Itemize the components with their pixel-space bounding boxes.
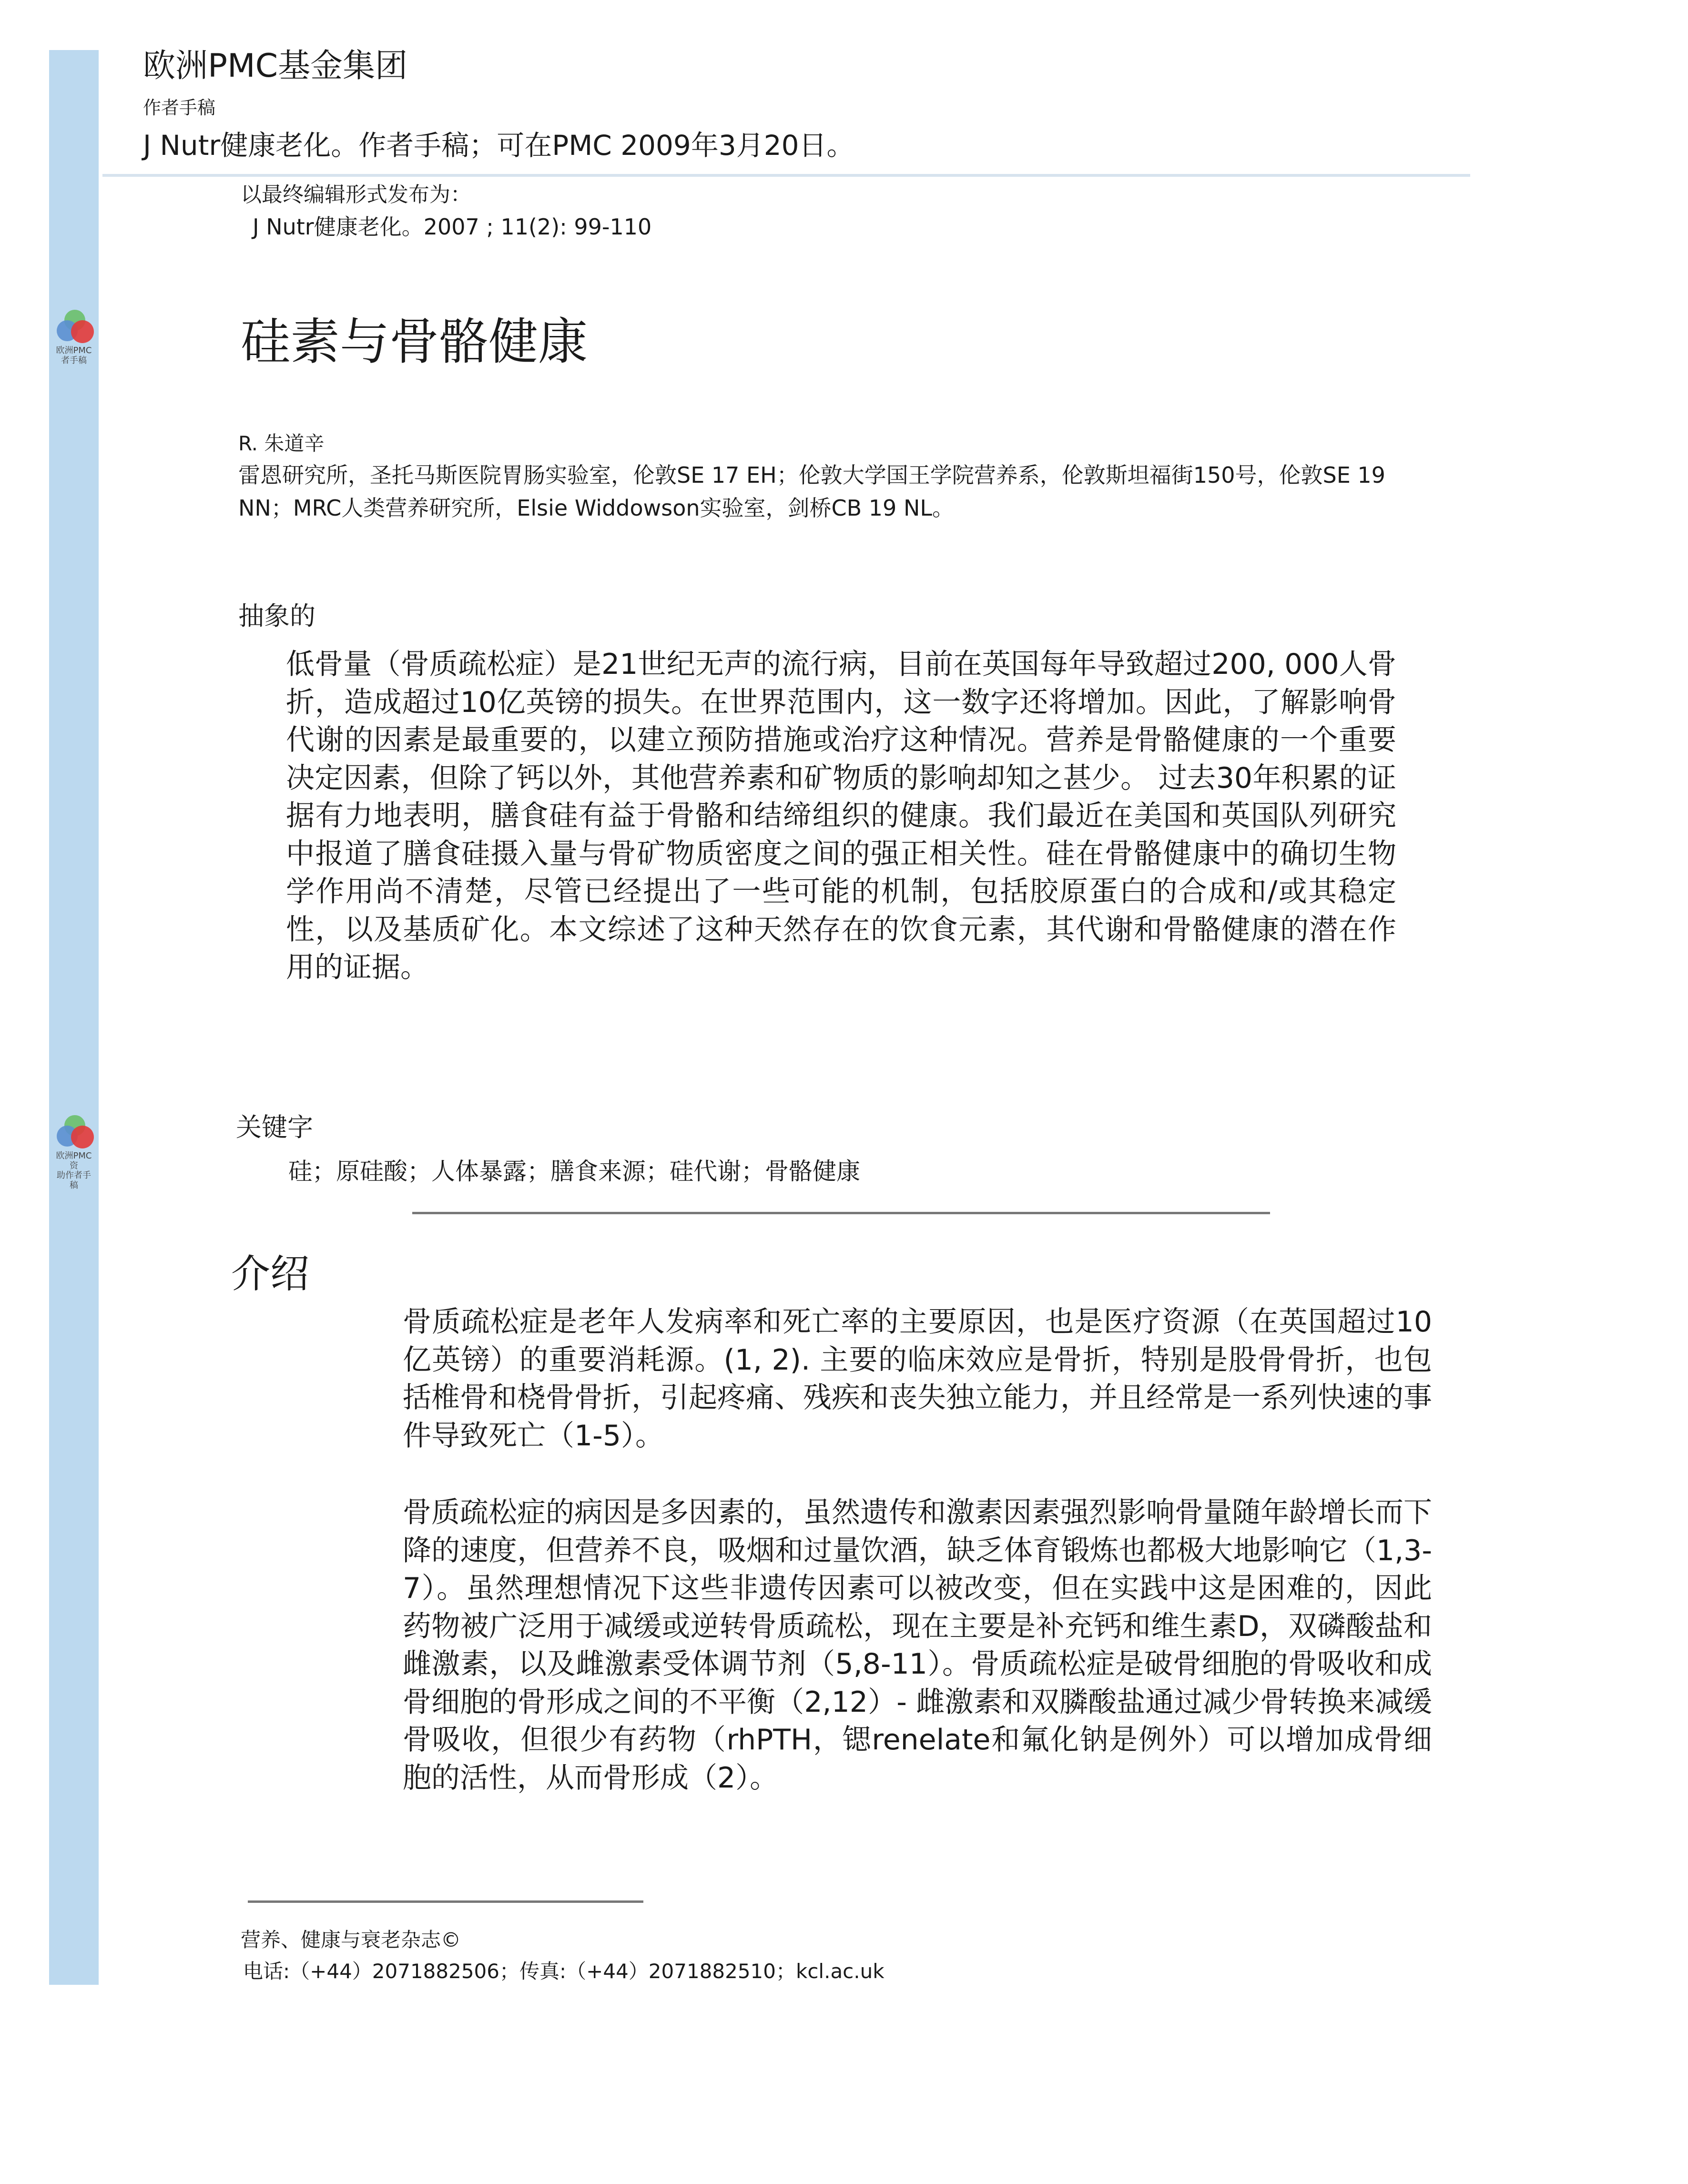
- logo-line2: 者手稿: [61, 355, 87, 366]
- logo-line2: 助作者手: [57, 1170, 91, 1181]
- footer-contact: 电话:（+44）2071882506；传真:（+44）2071882510；kcl.ac.uk: [243, 1960, 885, 1983]
- intro-paragraph-1: 骨质疏松症是老年人发病率和死亡率的主要原因，也是医疗资源（在英国超过10亿英镑）的重要消耗源。(1, 2). 主要的临床效应是骨折，特别是股骨骨折，也包括椎骨和桡骨骨折，引起疼痛、残疾和丧失独立能力，并且经常是一系列快速的事件导致死亡（1-5）。: [403, 1305, 1432, 1453]
- keywords-text: 硅；原硅酸；人体暴露；膳食来源；硅代谢；骨骼健康: [288, 1158, 860, 1185]
- logo-line3: 稿: [70, 1180, 78, 1191]
- intro-paragraph-2: 骨质疏松症的病因是多因素的，虽然遗传和激素因素强烈影响骨量随年龄增长而下降的速度，但营养不良，吸烟和过量饮酒，缺乏体育锻炼也都极大地影响它（1,3-7）。虽然理想情况下这些非遗传因素可以被改变，但在实践中这是困难的，因此药物被广泛用于减缓或逆转骨质疏松，现在主要是补充钙和维生素D，双磷酸盐和雌激素，以及雌激素受体调节剂（5,8-11）。骨质疏松症是破骨细胞的骨吸收和成骨细胞的骨形成之间的不平衡（2,12）- 雌激素和双膦酸盐通过减少骨转换来减缓骨吸收，但很少有药物（rhPTH，锶renelate和氟化钠是例外）可以增加成骨细胞的活性，从而骨形成（2）。: [403, 1496, 1432, 1795]
- article-title: 硅素与骨骼健康: [241, 313, 588, 371]
- footer-divider: [248, 1900, 643, 1903]
- europepmc-logo: [54, 310, 94, 366]
- europepmc-logo: [54, 1115, 94, 1191]
- author-affiliation: 雷恩研究所，圣托马斯医院胃肠实验室，伦敦SE 17 EH；伦敦大学国王学院营养系，伦敦斯坦福街150号，伦敦SE 19 NN；MRC人类营养研究所，Elsie Widdowson实验室，剑桥CB 19 NL。: [238, 462, 1385, 521]
- footer-journal: 营养、健康与衰老杂志©: [241, 1928, 461, 1951]
- published-citation: J Nutr健康老化。2007 ; 11(2): 99-110: [253, 214, 652, 240]
- published-label: 以最终编辑形式发布为：: [241, 183, 471, 207]
- header-org: 欧洲PMC基金集团: [143, 47, 408, 85]
- section-divider: [412, 1212, 1270, 1214]
- logo-line1: 欧洲PMC: [56, 345, 92, 356]
- keywords-heading: 关键字: [236, 1112, 313, 1142]
- header-doc-type: 作者手稿: [143, 97, 216, 118]
- abstract-text: 低骨量（骨质疏松症）是21世纪无声的流行病，目前在英国每年导致超过200, 000人骨折，造成超过10亿英镑的损失。在世界范围内，这一数字还将增加。因此，了解影响骨代谢的因素是最重要的，以建立预防措施或治疗这种情况。营养是骨骼健康的一个重要决定因素，但除了钙以外，其他营养素和矿物质的影响却知之甚少。 过去30年积累的证据有力地表明，膳食硅有益于骨骼和结缔组织的健康。我们最近在美国和英国队列研究中报道了膳食硅摄入量与骨矿物质密度之间的强正相关性。硅在骨骼健康中的确切生物学作用尚不清楚，尽管已经提出了一些可能的机制，包括胶原蛋白的合成和/或其稳定性，以及基质矿化。本文综述了这种天然存在的饮食元素，其代谢和骨骼健康的潜在作用的证据。: [286, 648, 1396, 984]
- abstract-heading: 抽象的: [238, 601, 315, 631]
- logo-line1: 欧洲PMC资: [56, 1151, 92, 1171]
- intro-heading: 介绍: [231, 1251, 310, 1297]
- header-citation: J Nutr健康老化。作者手稿；可在PMC 2009年3月20日。: [143, 129, 854, 162]
- author-name: R. 朱道辛: [238, 432, 325, 455]
- logo-dots-icon: [54, 310, 94, 344]
- logo-dots-icon: [54, 1115, 94, 1149]
